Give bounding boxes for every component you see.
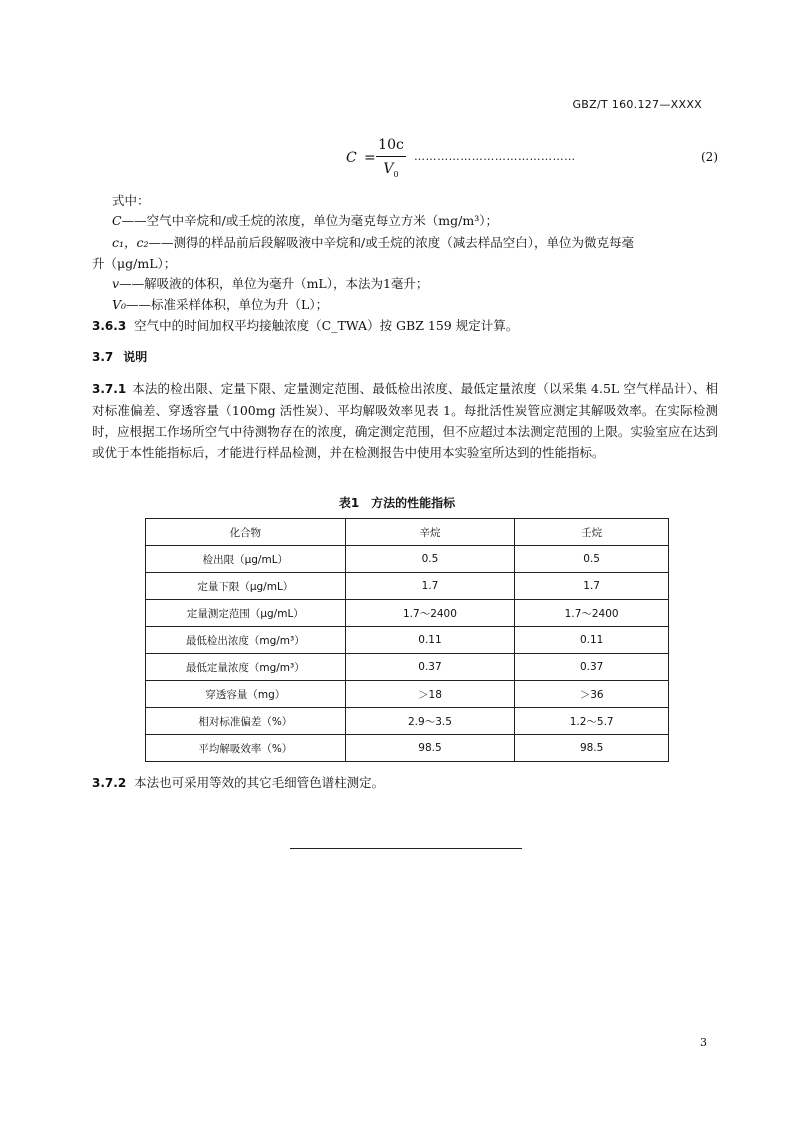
- table-cell: ＞36: [515, 681, 669, 708]
- where-var: c₁，c₂: [112, 235, 149, 250]
- clause-number: 3.6.3: [92, 319, 127, 333]
- table-cell: 检出限（μg/mL）: [146, 546, 346, 573]
- table-cell: 定量下限（μg/mL）: [146, 573, 346, 600]
- table-row: [146, 600, 669, 627]
- table-row: [146, 573, 669, 600]
- denominator-var: V: [383, 161, 394, 177]
- where-var: v: [112, 276, 120, 291]
- formula-numerator: 10c: [378, 137, 404, 153]
- page-number: 3: [700, 1036, 707, 1049]
- where-text: ——标准采样体积，单位为升（L）；: [126, 297, 329, 312]
- table-cell: ＞18: [345, 681, 515, 708]
- formula-fraction: [376, 136, 406, 178]
- clause-text: 空气中的时间加权平均接触浓度（C_TWA）按 GBZ 159 规定计算。: [134, 318, 519, 333]
- table-cell: 最低检出浓度（mg/m³）: [146, 627, 346, 654]
- table-cell: 1.7～2400: [515, 600, 669, 627]
- clause-text: 本法也可采用等效的其它毛细管色谱柱测定。: [134, 775, 385, 790]
- table-cell: 最低定量浓度（mg/m³）: [146, 654, 346, 681]
- formula-2: [346, 136, 718, 184]
- table-cell: 1.7: [515, 573, 669, 600]
- table-cell: 平均解吸效率（%）: [146, 735, 346, 762]
- table-row: [146, 735, 669, 762]
- clause-number: 3.7.2: [92, 776, 127, 790]
- header-octane: 辛烷: [345, 519, 515, 546]
- formula-denominator: [376, 160, 406, 178]
- section-3-7: [92, 348, 147, 365]
- where-intro: 式中：: [112, 193, 150, 208]
- clause-number: 3.7.1: [92, 382, 127, 396]
- standard-code: GBZ/T 160.127—XXXX: [572, 98, 702, 111]
- formula-equals: =: [364, 150, 376, 166]
- table-header-row: [146, 519, 669, 546]
- table-cell: 0.37: [515, 654, 669, 681]
- end-rule: [290, 848, 522, 849]
- where-text: ——测得的样品前后段解吸液中辛烷和/或壬烷的浓度（减去样品空白），单位为微克每毫: [148, 235, 634, 250]
- section-number: 3.7: [92, 350, 114, 364]
- table-cell: 1.7～2400: [345, 600, 515, 627]
- table-cell: 98.5: [345, 735, 515, 762]
- formula-leader-dots: ……………………………………: [414, 150, 576, 163]
- denominator-sub: 0: [393, 169, 399, 179]
- table-caption: 表1 方法的性能指标: [338, 496, 456, 510]
- formula-number: (2): [701, 150, 718, 164]
- section-title: 说明: [123, 350, 148, 364]
- table-row: [146, 627, 669, 654]
- table-cell: 穿透容量（mg）: [146, 681, 346, 708]
- table-cell: 0.11: [515, 627, 669, 654]
- clause-text: 本法的检出限、定量下限、定量测定范围、最低检出浓度、最低定量浓度（以采集 4.5L 空气样品计）、相对标准偏差、穿透容量（100mg 活性炭）、平均解吸效率见表 1。每批活性炭管应测定其解吸效率。在实际检测时，应根据工作场所空气中待测物存在的浓度，确定测定范围，但不应超过本法测定范围的上限。实验室应在达到或优于本性能指标后，才能进行样品检测，并在检测报告中使用本实验室所达到的性能指标。: [92, 381, 718, 460]
- table-cell: 1.7: [345, 573, 515, 600]
- formula-lhs: C: [346, 150, 357, 166]
- table-cell: 0.37: [345, 654, 515, 681]
- table-cell: 定量测定范围（μg/mL）: [146, 600, 346, 627]
- where-item: [92, 254, 176, 274]
- where-var: C: [112, 213, 122, 228]
- where-item: [112, 274, 428, 294]
- header-nonane: 壬烷: [515, 519, 669, 546]
- where-var: V₀: [112, 297, 127, 312]
- table-cell: 0.5: [345, 546, 515, 573]
- where-text: 升（μg/mL）；: [92, 256, 177, 271]
- clause-3-6-3: [92, 316, 518, 336]
- table-cell: 98.5: [515, 735, 669, 762]
- table-row: [146, 681, 669, 708]
- performance-table: [145, 518, 669, 762]
- table-row: [146, 654, 669, 681]
- table-cell: 2.9～3.5: [345, 708, 515, 735]
- header-compound: 化合物: [146, 519, 346, 546]
- table-cell: 0.11: [345, 627, 515, 654]
- clause-3-7-2: [92, 773, 384, 793]
- clause-3-7-1: [92, 378, 718, 463]
- table-cell: 0.5: [515, 546, 669, 573]
- table-cell: 相对标准偏差（%）: [146, 708, 346, 735]
- table-cell: 1.2～5.7: [515, 708, 669, 735]
- where-text: ——空气中辛烷和/或壬烷的浓度，单位为毫克每立方米（mg/m³）；: [121, 213, 498, 228]
- table-row: [146, 708, 669, 735]
- fraction-bar: [376, 156, 406, 157]
- where-item: [112, 295, 328, 315]
- where-item: [112, 233, 634, 253]
- where-text: ——解吸液的体积，单位为毫升（mL），本法为1毫升；: [119, 276, 429, 291]
- table-row: [146, 546, 669, 573]
- where-item: [112, 211, 498, 231]
